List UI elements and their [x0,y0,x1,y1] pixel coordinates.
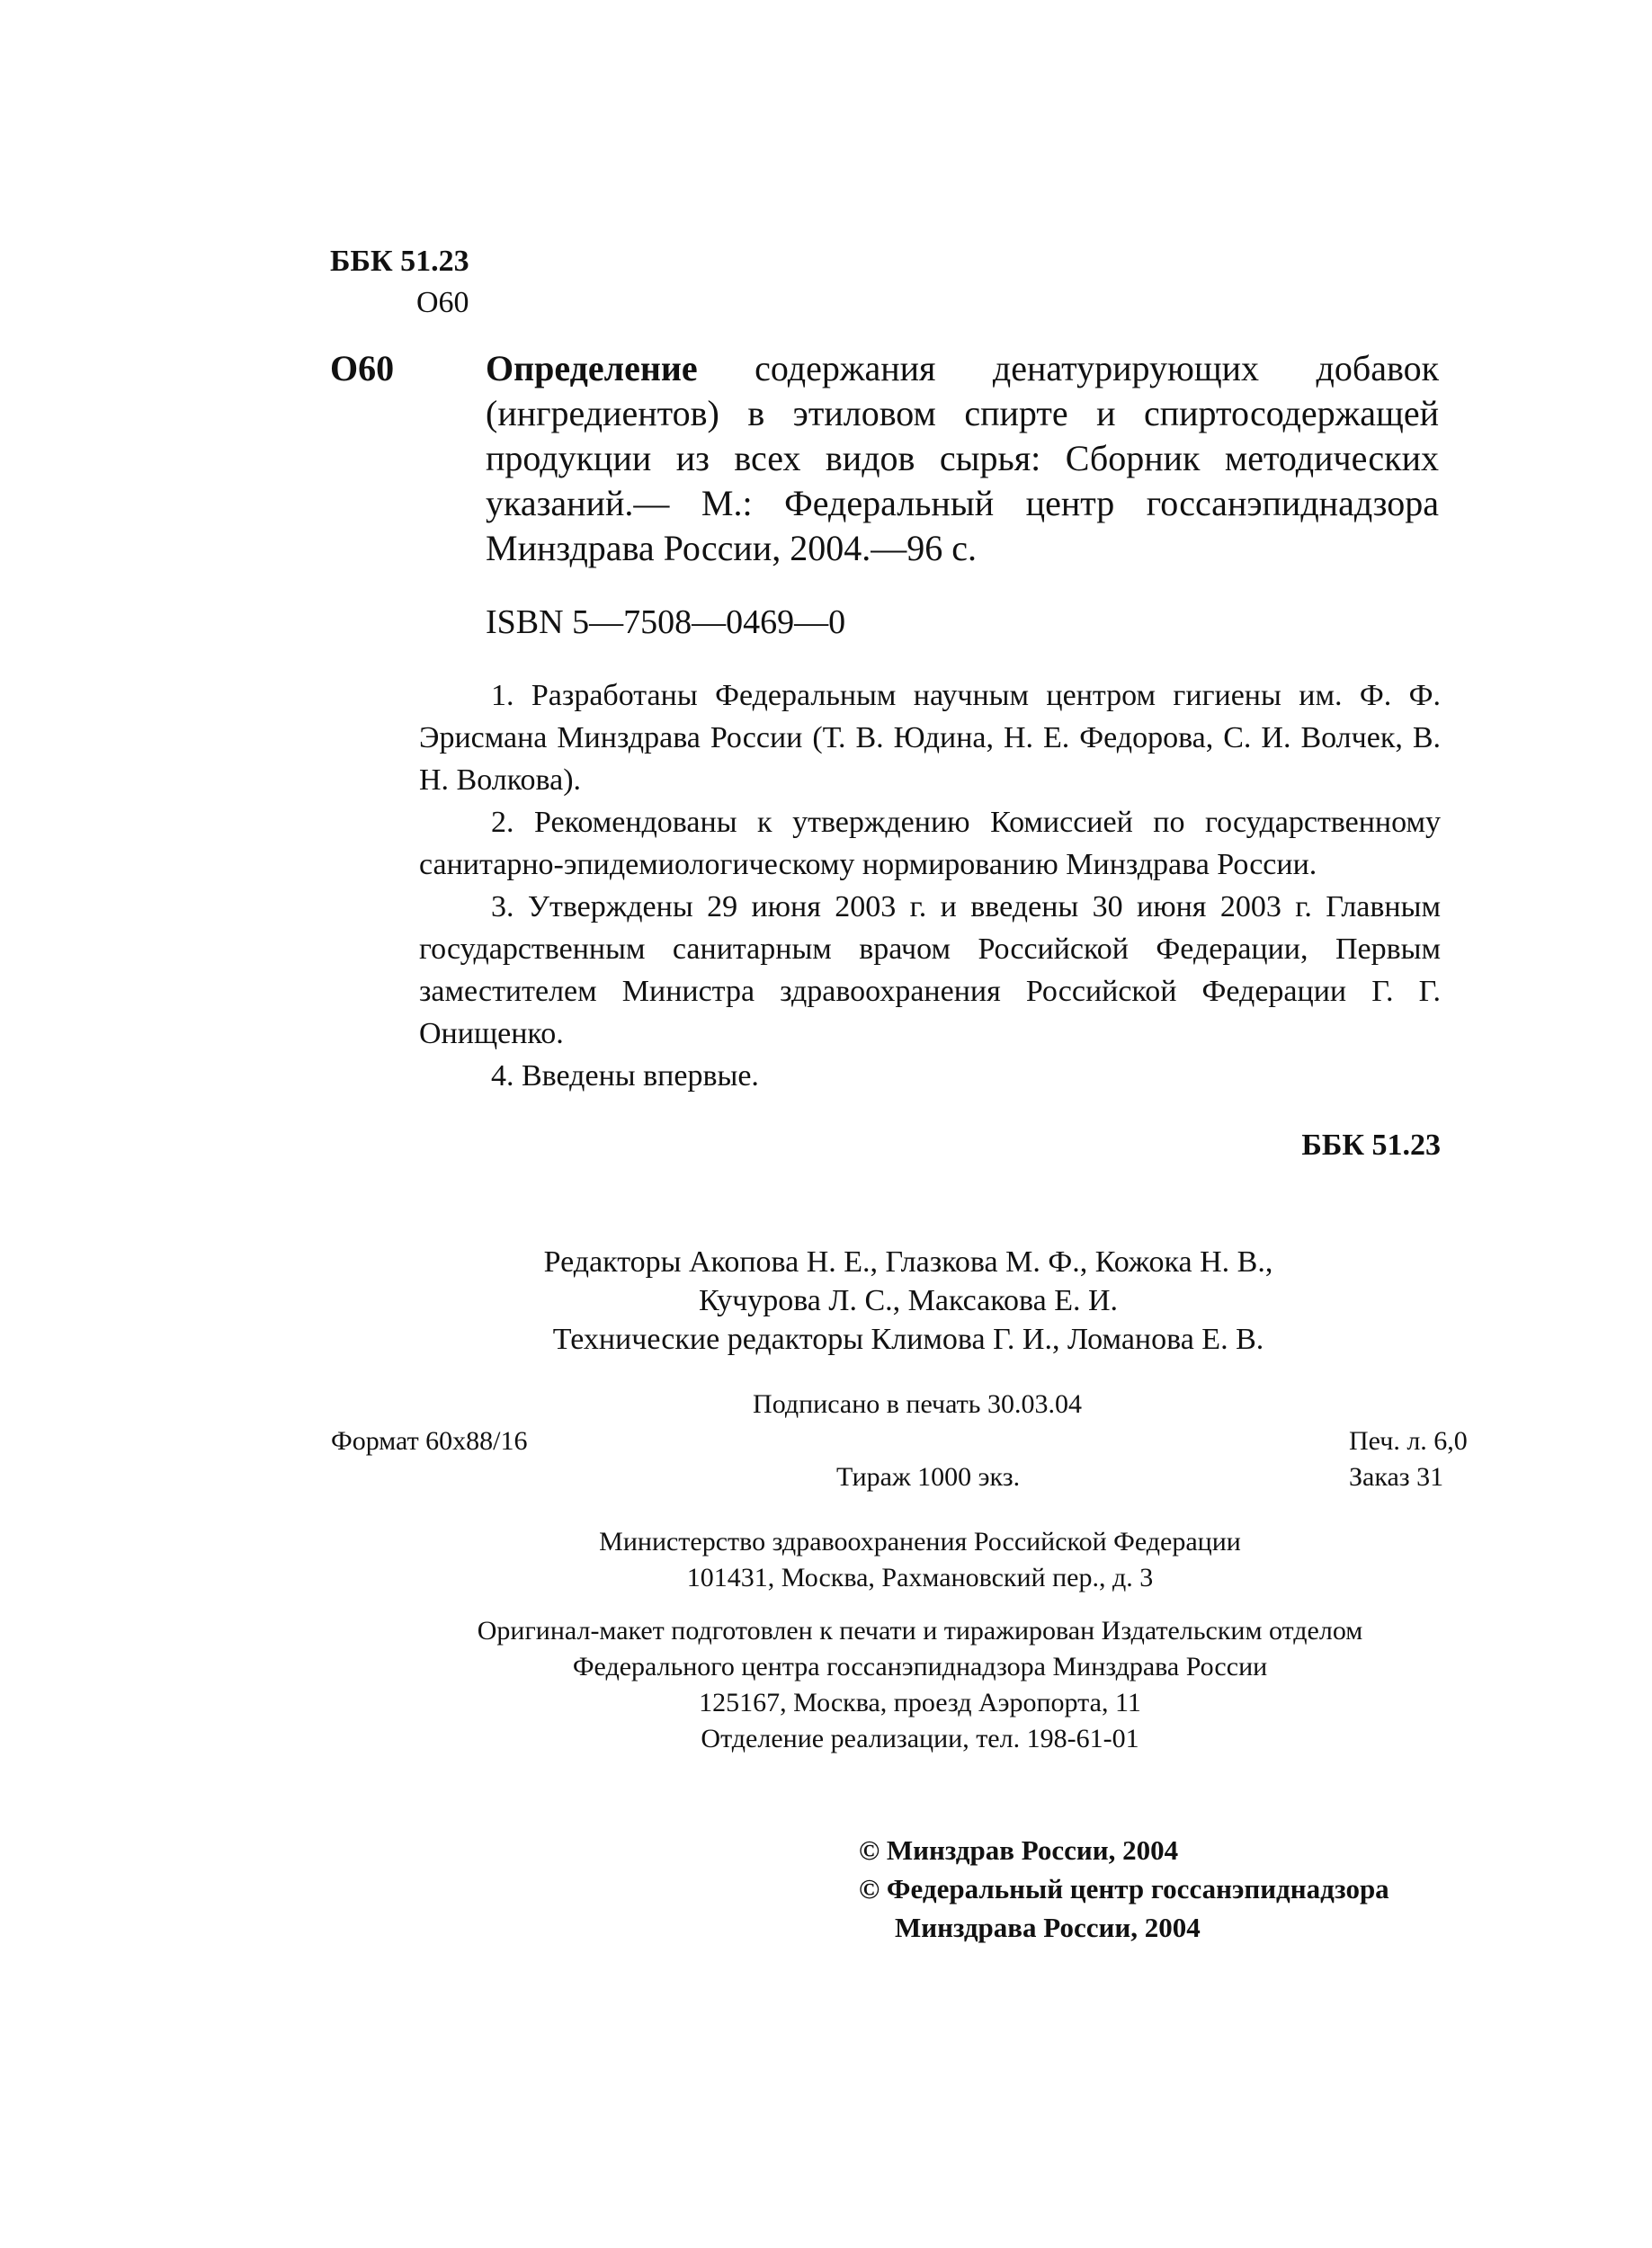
publisher-name: Министерство здравоохранения Российской Федерации [599,1527,1241,1557]
isbn: ISBN 5—7508—0469—0 [486,603,846,641]
bbk-footer: ББК 51.23 [1301,1128,1441,1162]
credit-item: 2. Рекомендованы к утверждению Комиссией по государственному санитарно-эпидемиологическому нормированию Минздрава России. [419,806,1441,881]
copyright-line: © Федеральный центр госсанэпиднадзора [859,1873,1389,1905]
credits [419,674,1441,1097]
print-sheets: Печ. л. 6,0 [1349,1426,1468,1456]
technical-editors-line: Технические редакторы Климова Г. И., Ломанова Е. В. [552,1323,1264,1356]
credit-item: 1. Разработаны Федеральным научным центром гигиены им. Ф. Ф. Эрисмана Минздрава России (Т. В. Юдина, Н. Е. Федорова, С. И. Волчек, В. Н. Волкова). [419,679,1441,797]
order-number: Заказ 31 [1349,1462,1444,1492]
producer-line: Оригинал-макет подготовлен к печати и тиражирован Издательским отделом [477,1616,1363,1646]
author-mark: О60 [416,286,469,319]
copyright-line: Минздрава России, 2004 [895,1912,1201,1943]
publisher-address: 101431, Москва, Рахмановский пер., д. 3 [686,1563,1154,1592]
print-run: Тираж 1000 экз. [836,1462,1021,1492]
copyright-line: © Минздрав России, 2004 [859,1834,1179,1866]
entry-mark: О60 [330,348,395,388]
credit-item: 4. Введены впервые. [491,1059,759,1093]
signed-to-print: Подписано в печать 30.03.04 [753,1389,1082,1419]
bibliographic-title [486,346,1439,571]
title-rest: содержания денатурирующих добавок (ингредиентов) в этиловом спирте и спиртосодержащей продукции из всех видов сырья: Сборник методических указаний.— М.: Федеральный центр госсанэпиднадзора Минздрава России, 2004.—96 с. [486,348,1439,568]
producer-address: 125167, Москва, проезд Аэропорта, 11 [699,1688,1141,1717]
producer-line: Федерального центра госсанэпиднадзора Минздрава России [572,1652,1268,1682]
title-lead: Определение [486,348,698,388]
sales-phone: Отделение реализации, тел. 198-61-01 [701,1724,1139,1753]
print-format: Формат 60x88/16 [331,1426,528,1456]
credit-item: 3. Утверждены 29 июня 2003 г. и введены 30 июня 2003 г. Главным государственным санитарным врачом Российской Федерации, Первым заместителем Министра здравоохранения Российской Федерации Г. Г. Онищенко. [419,890,1441,1050]
bbk-code: ББК 51.23 [330,245,469,278]
editors-line: Кучурова Л. С., Максакова Е. И. [698,1284,1119,1317]
editors-line: Редакторы Акопова Н. Е., Глазкова М. Ф., Кожока Н. В., [543,1245,1273,1279]
